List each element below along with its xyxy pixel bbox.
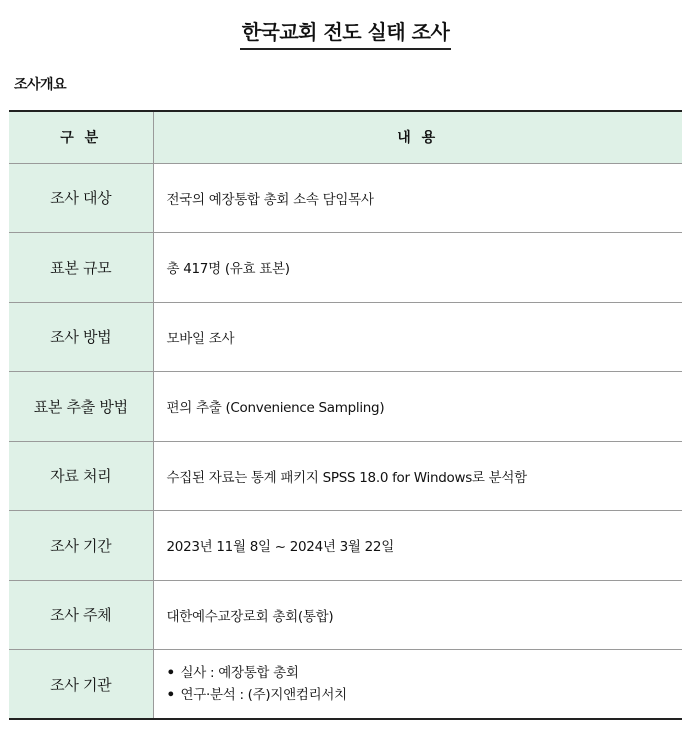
row-value-sampling: 편의 추출 (Convenience Sampling) (153, 372, 682, 442)
document-title: 한국교회 전도 실태 조사 (240, 16, 452, 50)
agency-list (167, 662, 682, 706)
row-label-organizer: 조사 주체 (9, 580, 153, 650)
list-item (167, 662, 682, 684)
bullet-icon: • (166, 665, 175, 681)
row-value-method: 모바일 조사 (153, 302, 682, 372)
section-heading: 조사개요 (14, 77, 67, 93)
row-label-period: 조사 기간 (9, 511, 153, 581)
row-label-agency: 조사 기관 (9, 650, 153, 720)
row-label-sampling: 표본 추출 방법 (9, 372, 153, 442)
row-value-organizer: 대한예수교장로회 총회(통합) (153, 580, 682, 650)
row-label-processing: 자료 처리 (9, 441, 153, 511)
row-value-period: 2023년 11월 8일 ~ 2024년 3월 22일 (153, 511, 682, 581)
table-row (9, 650, 682, 720)
table-row (9, 441, 682, 511)
table-row (9, 511, 682, 581)
table-header-row (9, 111, 682, 163)
table-row (9, 233, 682, 303)
agency-item-analysis: 연구·분석 : (주)지앤컴리서치 (180, 687, 347, 703)
row-value-sample-size: 총 417명 (유효 표본) (153, 233, 682, 303)
bullet-icon: • (166, 687, 175, 703)
header-content: 내 용 (153, 111, 682, 163)
row-value-target: 전국의 예장통합 총회 소속 담임목사 (153, 163, 682, 233)
table-row (9, 372, 682, 442)
table-row (9, 302, 682, 372)
row-value-processing: 수집된 자료는 통계 패키지 SPSS 18.0 for Windows로 분석함 (153, 441, 682, 511)
agency-item-fieldwork: 실사 : 예장통합 총회 (180, 665, 299, 681)
row-label-method: 조사 방법 (9, 302, 153, 372)
table-row (9, 580, 682, 650)
header-category: 구 분 (9, 111, 153, 163)
table-row (9, 163, 682, 233)
list-item (167, 684, 682, 706)
document-title-wrap (0, 16, 691, 50)
row-value-agency (153, 650, 682, 720)
row-label-target: 조사 대상 (9, 163, 153, 233)
survey-overview-table (9, 110, 682, 720)
row-label-sample-size: 표본 규모 (9, 233, 153, 303)
